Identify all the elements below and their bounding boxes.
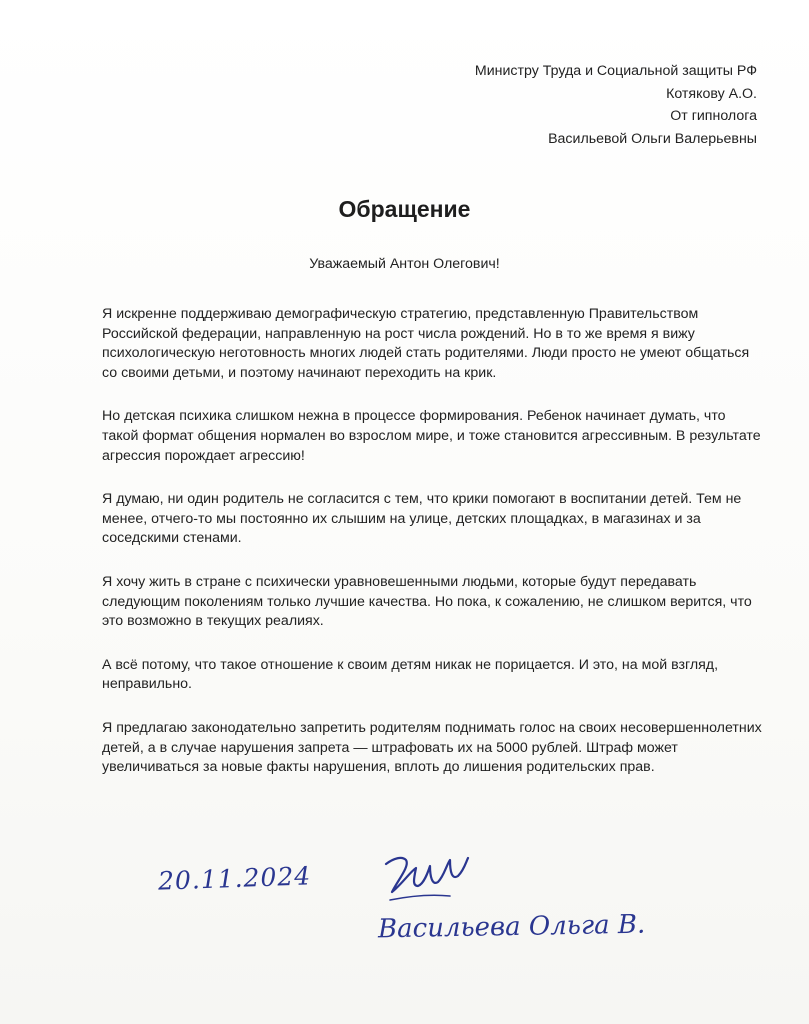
body-paragraph-4: Я хочу жить в стране с психически уравновешенными людьми, которые будут передавать следующим поколениям только лучшие качества. Но пока, к сожалению, не слишком верится, что это возможно в текущих реалиях.	[102, 573, 752, 630]
addressee-line-4: Васильевой Ольги Валерьевны	[548, 130, 757, 147]
addressee-line-1: Министру Труда и Социальной защиты РФ	[474, 63, 757, 79]
addressee-line-3: От гипнолога	[670, 108, 757, 124]
body-paragraph-6: Я предлагаю законодательно запретить родителям поднимать голос на своих несовершеннолетних детей, а в случае нарушения запрета — штрафовать их на 5000 рублей. Штраф может увеличиваться за новые факты нарушения, вплоть до лишения родительских прав.	[102, 719, 762, 776]
signature-scribble	[380, 850, 472, 908]
greeting: Уважаемый Антон Олегович!	[309, 256, 500, 272]
addressee-line-2: Котякову А.О.	[666, 85, 757, 102]
body-paragraph-3: Я думаю, ни один родитель не согласится с тем, что крики помогают в воспитании детей. Тем не менее, отчего-то мы постоянно их слышим на улице, детских площадках, в магазинах и за соседскими стенами.	[102, 491, 742, 547]
handwritten-name: Васильева Ольга В.	[377, 909, 646, 945]
addressee-block	[357, 60, 757, 150]
letter-title: Обращение	[338, 196, 471, 222]
body-paragraph-2: Но детская психика слишком нежна в процессе формирования. Ребенок начинает думать, что такой формат общения нормален во взрослом мире, и тоже становится агрессивным. В результате агрессия порождает агрессию!	[102, 408, 761, 464]
letter-body	[102, 305, 762, 802]
body-paragraph-5: А всё потому, что такое отношение к своим детям никак не порицается. И это, на мой взгляд, неправильно.	[102, 656, 719, 693]
body-paragraph-1: Я искренне поддерживаю демографическую стратегию, представленную Правительством Российской федерации, направленную на рост числа рождений. Но в то же время я вижу психологическую неготовность многих людей стать родителями. Люди просто не умеют общаться со своими детьми, и поэтому начинают переходить на крик.	[102, 306, 750, 381]
handwritten-date: 20.11.2024	[157, 861, 312, 896]
